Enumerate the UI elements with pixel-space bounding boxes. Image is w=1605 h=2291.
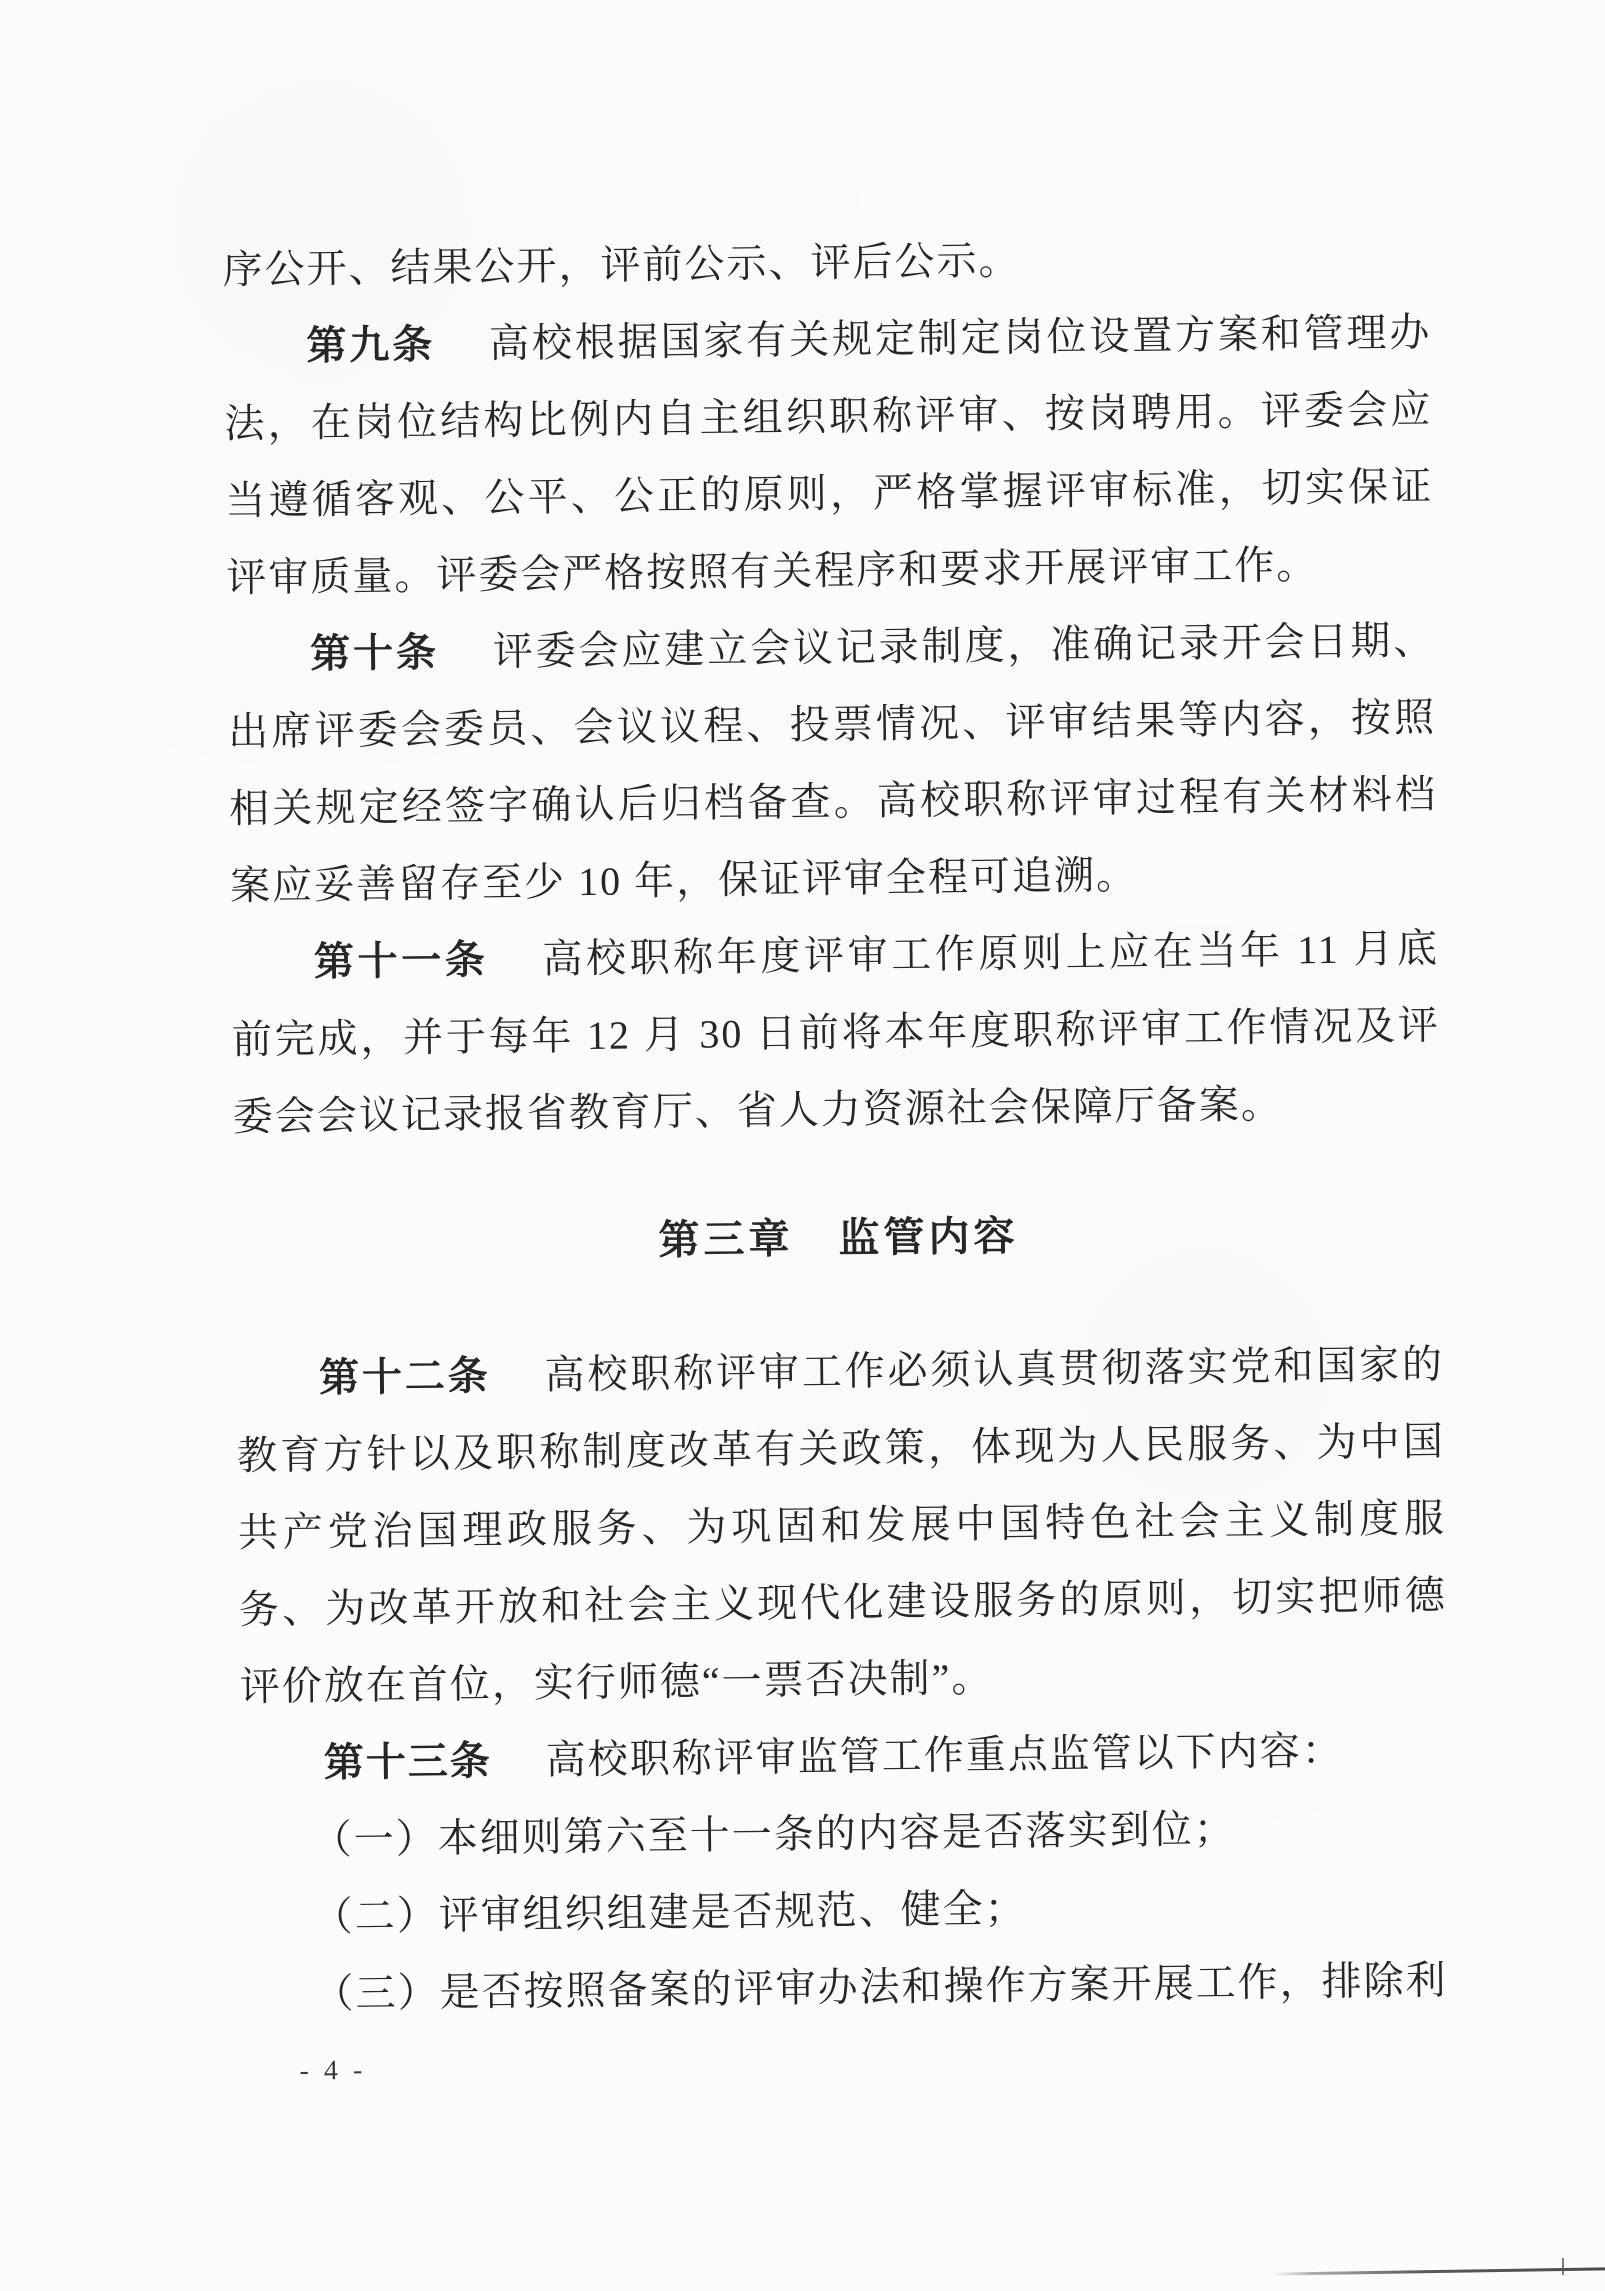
list-item-2: （二）评审组织组建是否规范、健全； bbox=[312, 1885, 1027, 1940]
article-9-label: 第九条 bbox=[306, 321, 436, 369]
chapter-heading: 第三章 监管内容 bbox=[658, 1212, 1019, 1264]
article-12-paragraph bbox=[236, 1326, 1449, 1726]
scan-artifact-tick bbox=[1562, 2258, 1564, 2275]
list-item-1: （一）本细则第六至十一条的内容是否落实到位； bbox=[311, 1806, 1236, 1863]
article-13-label: 第十三条 bbox=[323, 1738, 493, 1786]
article-10-paragraph bbox=[227, 602, 1439, 925]
article-12-label: 第十二条 bbox=[318, 1353, 491, 1401]
article-10-label: 第十条 bbox=[309, 629, 440, 677]
article-13-text: 高校职称评审监管工作重点监管以下内容： bbox=[545, 1727, 1344, 1783]
article-11-text: 高校职称年度评审工作原则上应在当年 11 月底前完成，并于每年 12 月 30 日前将本年度职称评审工作情况及评委会会议记录报省教育厅、省人力资源社会保障厅备案。 bbox=[231, 925, 1441, 1140]
page-content bbox=[219, 0, 1452, 2089]
article-10-text: 评委会应建立会议记录制度，准确记录开会日期、出席评委会委员、会议议程、投票情况、评审结果等内容，按照相关规定经签字确认后归档备查。高校职称评审过程有关材料档案应妥善留存至少 10 年，保证评审全程可追溯。 bbox=[227, 617, 1438, 909]
article-9-text: 高校根据国家有关规定制定岗位设置方案和管理办法，在岗位结构比例内自主组织职称评审、按岗聘用。评委会应当遵循客观、公平、公正的原则，严格掌握评审标准，切实保证评审质量。评委会严格按照有关程序和要求开展评审工作。 bbox=[224, 309, 1434, 601]
article-12-text: 高校职称评审工作必须认真贯彻落实党和国家的教育方针以及职称制度改革有关政策，体现为人民服务、为中国共产党治国理政服务、为巩固和发展中国特色社会主义制度服务、为改革开放和社会主义现代化建设服务的原则，切实把师德评价放在首位，实行师德“一票否决制”。 bbox=[236, 1341, 1448, 1710]
article-11-label: 第十一条 bbox=[313, 937, 489, 985]
article-13-paragraph bbox=[240, 1711, 1449, 1803]
article-11-paragraph bbox=[231, 910, 1442, 1156]
scan-artifact-line bbox=[1272, 2267, 1605, 2275]
article-9-paragraph bbox=[223, 294, 1435, 617]
page-number: - 4 - bbox=[299, 2054, 367, 2087]
paragraph-continuation: 序公开、结果公开，评前公示、评后公示。 bbox=[222, 237, 1021, 293]
list-item-3: （三）是否按照备案的评审办法和操作方案开展工作，排除利 bbox=[313, 1957, 1448, 2017]
